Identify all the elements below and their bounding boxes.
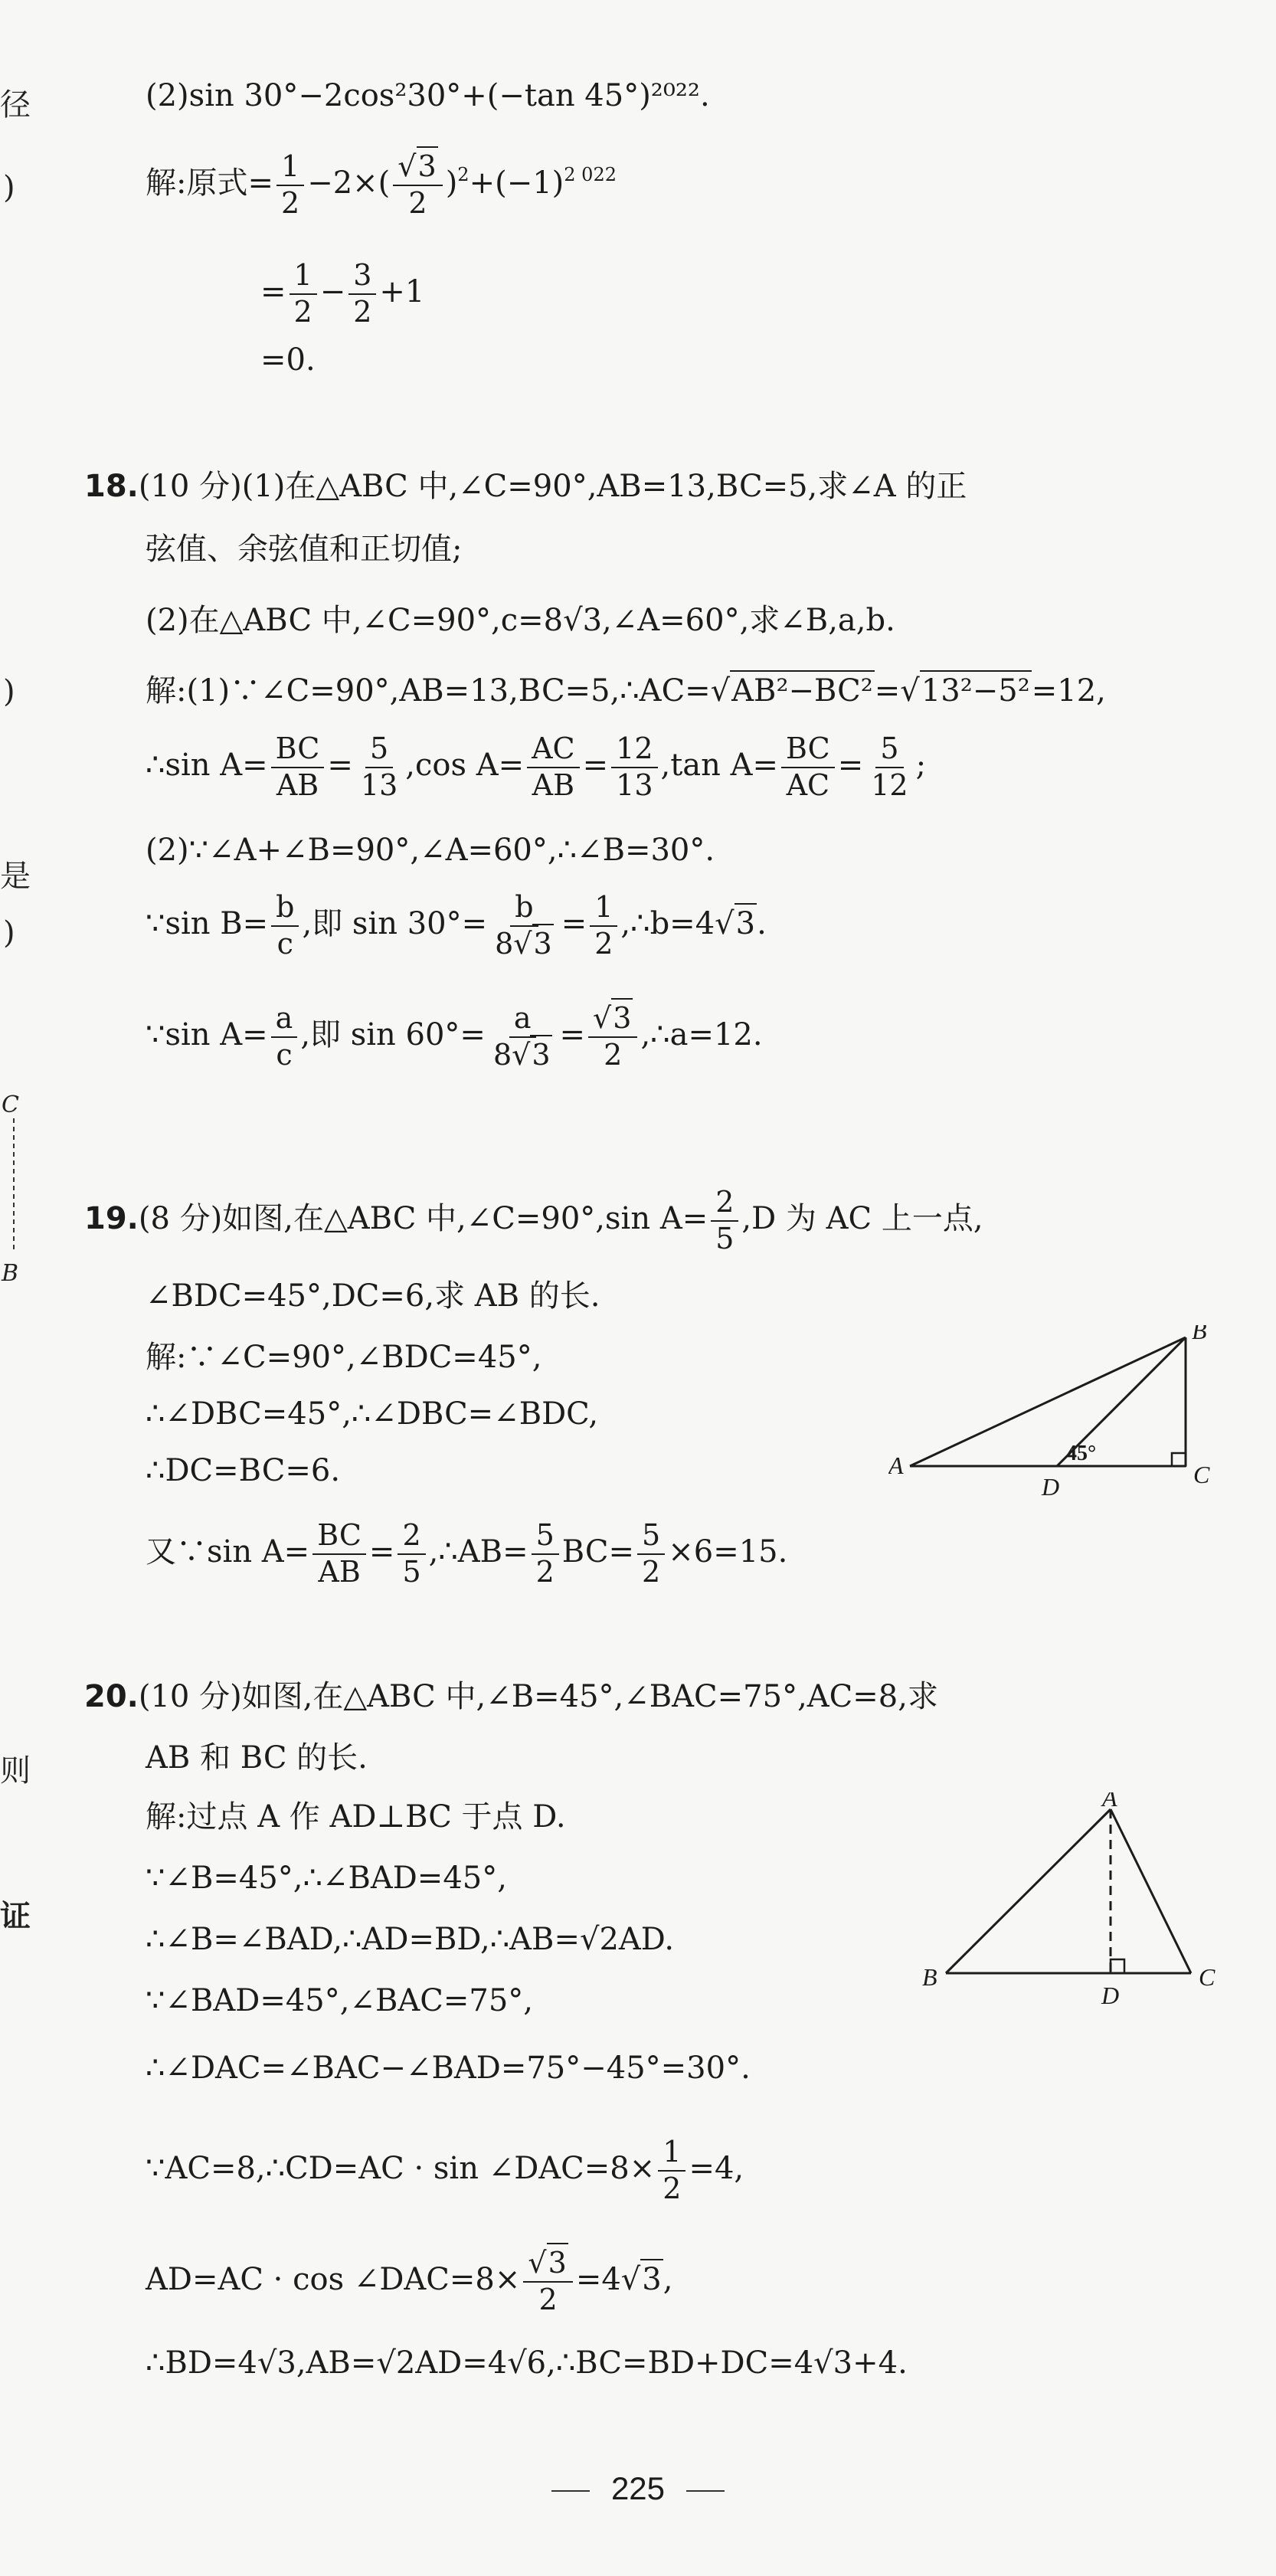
margin-fragment-2: ) (3, 170, 15, 205)
page-footer (0, 2470, 1276, 2507)
margin-fragment-3: ) (3, 674, 15, 709)
vertex-label: C (1199, 1963, 1215, 1991)
vertex-label: A (888, 1452, 904, 1479)
page-number: 225 (610, 2470, 666, 2506)
vertex-label: B (1192, 1325, 1207, 1344)
q20-triangle-figure (911, 1792, 1233, 2022)
question-score: (10 分) (138, 469, 242, 504)
margin-fragment-5: ) (3, 915, 15, 951)
q19-solution-line1: 解:∵∠C=90°,∠BDC=45°, (146, 1340, 542, 1375)
q20-solution-line2: ∵∠B=45°,∴∠BAD=45°, (146, 1861, 507, 1896)
q20-line2: AB 和 BC 的长. (146, 1740, 368, 1776)
q19-line2: ∠BDC=45°,DC=6,求 AB 的长. (146, 1278, 600, 1314)
q20-solution-line3: ∴∠B=∠BAD,∴AD=BD,∴AB=√2AD. (146, 1922, 675, 1957)
q20-header (84, 1681, 938, 1712)
margin-fragment-8: 则 (0, 1753, 31, 1789)
q18-solution-line5: ∵sin A= $\frac{a}{c}$ ,即 sin 60°= $\frac{a}{8√3}$ = $\frac{√3}{2}$ ,∴a=12. (146, 1003, 763, 1071)
q20-solution-line1: 解:过点 A 作 AD⊥BC 于点 D. (146, 1799, 566, 1835)
q20-line1: 如图,在△ABC 中,∠B=45°,∠BAC=75°,AC=8,求 (241, 1679, 938, 1714)
q20-solution-line8: ∴BD=4√3,AB=√2AD=4√6,∴BC=BD+DC=4√3+4. (146, 2345, 908, 2381)
q20-solution-line7: AD=AC · cos ∠DAC=8× $\frac{√3}{2}$ =4√3, (146, 2248, 672, 2316)
footer-dash-left (551, 2490, 590, 2492)
q17-solution-line1: 解:原式= $\frac{1}{2}$ −2×( $\frac{√3}{2}$ )$^2+(-1)^{2 022}$ (146, 152, 617, 219)
question-number: 19. (84, 1200, 139, 1236)
q17-solution-line2: = $\frac{1}{2}$ − $\frac{3}{2}$ +1 (260, 258, 425, 329)
footer-dash-right (686, 2490, 725, 2492)
q19-solution-line2: ∴∠DBC=45°,∴∠DBC=∠BDC, (146, 1396, 599, 1432)
q20-solution-line5: ∴∠DAC=∠BAC−∠BAD=75°−45°=30°. (146, 2051, 751, 2086)
vertex-label: B (922, 1963, 937, 1991)
q18-solution-line4: ∵sin B= $\frac{b}{c}$ ,即 sin 30°= $\frac{b}{8√3}$ = $\frac{1}{2}$ ,∴b=4√3. (146, 890, 767, 961)
margin-dashed-segment (0, 1118, 23, 1264)
q19-header: 19.(8 分)如图,在△ABC 中,∠C=90°,sin A= $\frac{2}{5}$ ,D 为 AC 上一点, (84, 1185, 983, 1255)
q19-solution-line3: ∴DC=BC=6. (146, 1453, 341, 1488)
q18-line2: 弦值、余弦值和正切值; (146, 532, 463, 567)
q19-solution-line4: 又∵sin A= $\frac{BC}{AB}$ = $\frac{2}{5}$ ,∴AB= $\frac{5}{2}$ BC= $\frac{5}{2}$ ×6=15. (146, 1518, 788, 1589)
vertex-label: A (1102, 1792, 1117, 1812)
q18-solution-line2: ∴sin A= $\frac{BC}{AB}$ = $\frac{5}{13}$ ,cos A= $\frac{AC}{AB}$ = $\frac{12}{13}$ ,tan A= $\frac{BC}{AC}$ = $\frac{5}{12}$ ; (146, 732, 927, 802)
q18-line1: (1)在△ABC 中,∠C=90°,AB=13,BC=5,求∠A 的正 (241, 469, 967, 504)
q18-line3: (2)在△ABC 中,∠C=90°,c=8√3,∠A=60°,求∠B,a,b. (146, 603, 895, 638)
margin-fragment-6: C (2, 1092, 19, 1118)
q18-header (84, 471, 967, 502)
margin-fragment-9: 证 (0, 1898, 31, 1934)
vertex-label: D (1042, 1473, 1060, 1501)
question-score: (8 分) (138, 1200, 223, 1236)
q17-part2: (2)sin 30°−2cos²30°+(−tan 45°)²⁰²². (146, 78, 710, 113)
angle-label: 45° (1066, 1442, 1097, 1465)
question-number: 18. (84, 469, 139, 504)
vertex-label: C (1193, 1461, 1210, 1488)
question-number: 20. (84, 1679, 139, 1714)
vertex-label: D (1101, 1982, 1120, 2009)
q20-solution-line4: ∵∠BAD=45°,∠BAC=75°, (146, 1983, 533, 2018)
question-score: (10 分) (138, 1679, 242, 1714)
margin-fragment-7: B (2, 1260, 19, 1287)
q19-triangle-figure (888, 1325, 1225, 1509)
q20-solution-line6: ∵AC=8,∴CD=AC · sin ∠DAC=8× $\frac{1}{2}$ =4, (146, 2135, 744, 2205)
q18-solution-line3: (2)∵∠A+∠B=90°,∠A=60°,∴∠B=30°. (146, 833, 715, 868)
q18-solution-line1: 解:(1)∵∠C=90°,AB=13,BC=5,∴AC=√AB²−BC²=√13²−5²=12, (146, 676, 1106, 706)
margin-fragment-4: 是 (0, 859, 31, 894)
margin-fragment-1: 径 (0, 87, 31, 123)
q17-solution-line3: =0. (260, 342, 316, 378)
